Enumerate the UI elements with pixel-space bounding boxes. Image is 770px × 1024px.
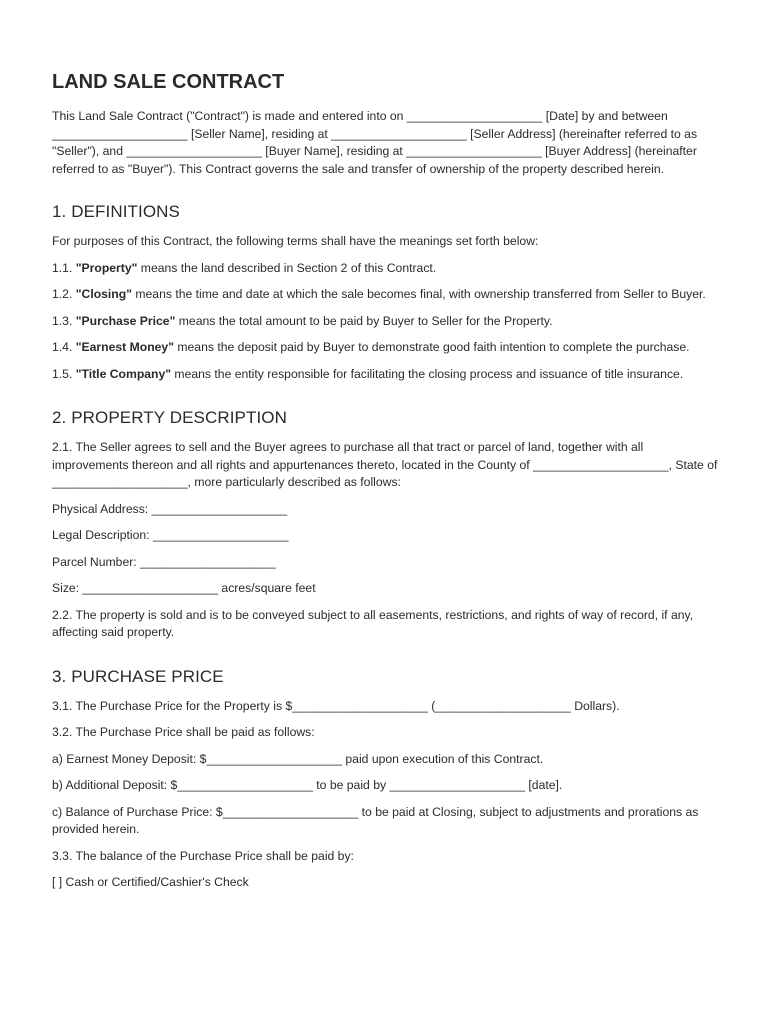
definition-text: means the deposit paid by Buyer to demonstrate good faith intention to complete the purchase. (173, 340, 690, 354)
definition-term: "Closing" (75, 287, 132, 301)
definition-number: 1.2. (52, 287, 73, 301)
document-title: LAND SALE CONTRACT (52, 71, 285, 93)
price-clause-3-2: 3.2. The Purchase Price shall be paid as follows: (52, 725, 315, 739)
definition-number: 1.4. (52, 340, 73, 354)
section-heading-definitions: 1. DEFINITIONS (52, 202, 180, 221)
definition-term: "Title Company" (75, 366, 172, 381)
definition-number: 1.1. (52, 260, 73, 275)
definition-text: means the entity responsible for facilitating the closing process and issuance of title insurance. (171, 366, 684, 381)
property-clause-2-1: 2.1. The Seller agrees to sell and the Buyer agrees to purchase all that tract or parcel of land, together with all improvements thereon and all rights and appurtenances thereto, located in the County of ____________________, State of ____________________, more particularly described as follows: (52, 440, 718, 489)
legal-description-field: Legal Description: ____________________ (52, 528, 289, 542)
definition-item (52, 260, 722, 278)
parcel-number-field: Parcel Number: ____________________ (52, 554, 276, 569)
definition-item (52, 366, 722, 384)
definition-text: means the land described in Section 2 of this Contract. (137, 260, 437, 275)
section-heading-property-description: 2. PROPERTY DESCRIPTION (52, 408, 288, 427)
physical-address-field: Physical Address: ____________________ (52, 501, 288, 516)
definition-term: "Purchase Price" (75, 313, 176, 328)
price-clause-3-1: 3.1. The Purchase Price for the Property is $____________________ (____________________ Dollars). (52, 698, 620, 713)
price-clause-3-3: 3.3. The balance of the Purchase Price shall be paid by: (52, 848, 354, 863)
definition-number: 1.5. (52, 366, 73, 381)
contract-body (52, 70, 722, 892)
definition-item (52, 313, 722, 331)
definitions-lead: For purposes of this Contract, the following terms shall have the meanings set forth below: (52, 234, 539, 248)
definition-term: "Earnest Money" (75, 340, 174, 354)
definition-text: means the time and date at which the sale becomes final, with ownership transferred from Seller to Buyer. (131, 287, 706, 301)
size-field: Size: ____________________ acres/square feet (52, 581, 316, 595)
section-heading-purchase-price: 3. PURCHASE PRICE (52, 666, 224, 686)
definition-term: "Property" (75, 260, 138, 275)
definition-number: 1.3. (52, 313, 73, 328)
additional-deposit-line: b) Additional Deposit: $____________________ to be paid by ____________________ [date]. (52, 778, 563, 792)
definition-item (52, 286, 722, 304)
intro-paragraph: This Land Sale Contract ("Contract") is made and entered into on ____________________ [Date] by and between ____________________ [Seller Name], residing at ____________________ [Seller Address] (hereinafter referred to as "Seller"), and ____________________ [Buyer Name], residing at ____________________ [Buyer Address] (hereinafter referred to as "Buyer"). This Contract governs the sale and transfer of ownership of the property described herein. (52, 109, 698, 176)
earnest-money-line: a) Earnest Money Deposit: $____________________ paid upon execution of this Contract. (52, 751, 544, 766)
property-clause-2-2: 2.2. The property is sold and is to be conveyed subject to all easements, restrictions, and rights of way of record, if any, affecting said property. (52, 607, 694, 639)
definition-text: means the total amount to be paid by Buyer to Seller for the Property. (175, 313, 553, 328)
definition-item (52, 339, 722, 357)
balance-line: c) Balance of Purchase Price: $____________________ to be paid at Closing, subject to adjustments and prorations as provided herein. (52, 804, 699, 836)
payment-option-cash: [ ] Cash or Certified/Cashier's Check (52, 875, 249, 889)
